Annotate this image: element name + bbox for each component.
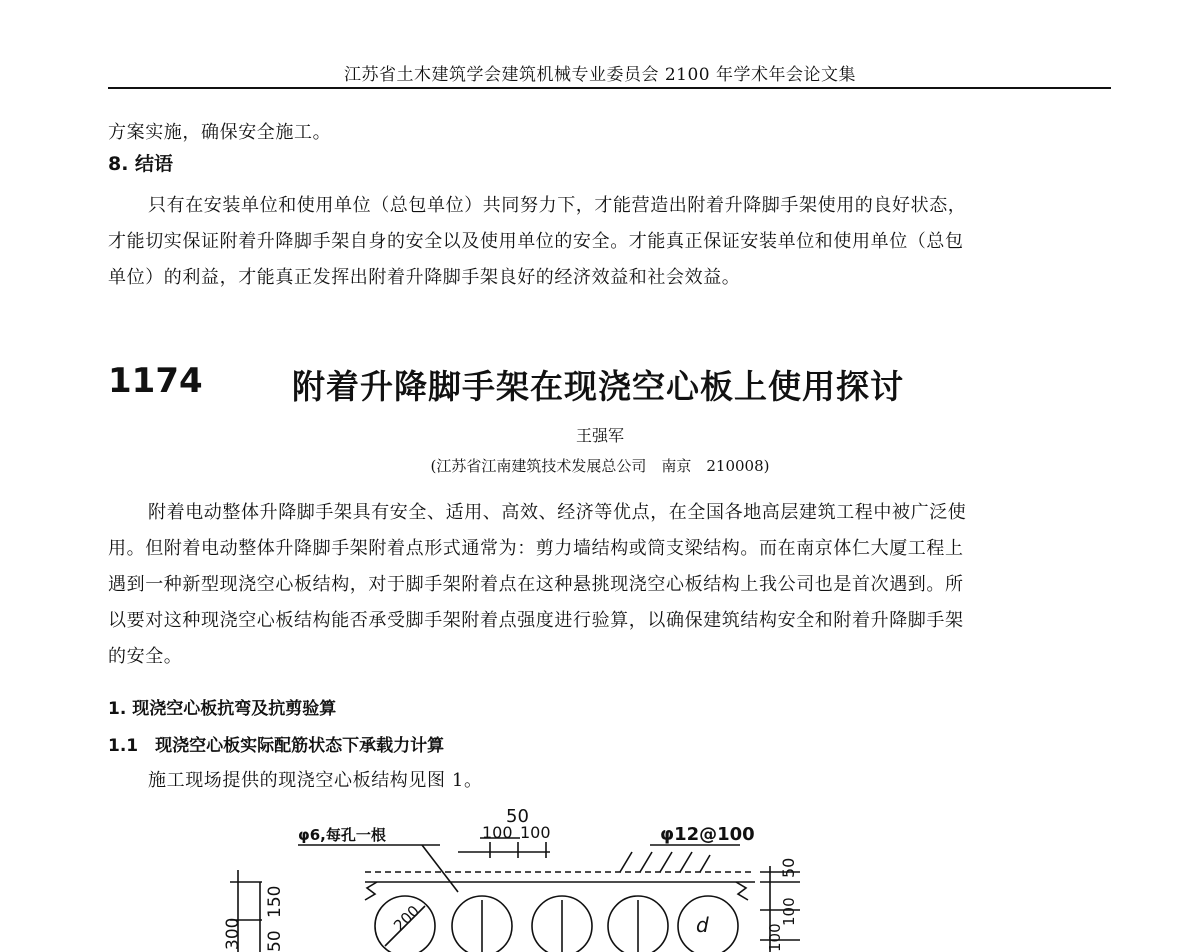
conclusion-line-3: 单位）的利益，才能真正发挥出附着升降脚手架良好的经济效益和社会效益。 — [108, 267, 741, 288]
label-300: 300 — [223, 917, 243, 950]
intro-line-4: 以要对这种现浇空心板结构能否承受脚手架附着点强度进行验算，以确保建筑结构安全和附着升降脚手架 — [108, 610, 964, 631]
figure-intro: 施工现场提供的现浇空心板结构见图 1。 — [148, 770, 483, 791]
section-heading-conclusion: 8. 结语 — [108, 153, 174, 175]
break-line-right — [736, 882, 748, 900]
author: 王强军 — [575, 426, 624, 445]
label-100-left: 100 — [482, 823, 513, 842]
label-100-right: 100 — [520, 823, 551, 842]
label-100-side: 100 — [780, 897, 798, 926]
label-top-50: 50 — [506, 806, 529, 827]
stirrup-leader-diagonal — [422, 845, 458, 892]
label-50-left: 50 — [265, 930, 285, 952]
paper-number: 1174 — [108, 361, 203, 401]
hollow-slab-figure — [200, 800, 800, 952]
section-1-1-heading: 1.1 现浇空心板实际配筋状态下承载力计算 — [108, 736, 445, 756]
label-150: 150 — [265, 885, 285, 918]
header-rule — [108, 87, 1111, 89]
running-header: 江苏省土木建筑学会建筑机械专业委员会 2100 年学术年会论文集 — [343, 65, 857, 85]
conclusion-line-2: 才能切实保证附着升降脚手架自身的安全以及使用单位的安全。才能真正保证安装单位和使用单位（总包 — [108, 231, 964, 252]
label-d: d — [696, 913, 709, 937]
break-line-left — [365, 882, 377, 900]
intro-line-5: 的安全。 — [108, 646, 183, 667]
paper-title: 附着升降脚手架在现浇空心板上使用探讨 — [292, 367, 904, 406]
intro-line-3: 遇到一种新型现浇空心板结构，对于脚手架附着点在这种悬挑现浇空心板结构上我公司也是首次遇到。所 — [108, 574, 964, 595]
section-1-heading: 1. 现浇空心板抗弯及抗剪验算 — [108, 699, 337, 719]
label-100-side-2: 100 — [766, 923, 784, 952]
continuation-line: 方案实施，确保安全施工。 — [108, 122, 332, 143]
affiliation: (江苏省江南建筑技术发展总公司 南京 210008) — [430, 457, 770, 475]
intro-line-1: 附着电动整体升降脚手架具有安全、适用、高效、经济等优点，在全国各地高层建筑工程中被广泛使 — [148, 502, 967, 523]
conclusion-line-1: 只有在安装单位和使用单位（总包单位）共同努力下，才能营造出附着升降脚手架使用的良好状态， — [148, 195, 967, 216]
label-rebar: φ12@100 — [660, 824, 755, 845]
label-50-right: 50 — [779, 857, 798, 878]
intro-line-2: 用。但附着电动整体升降脚手架附着点形式通常为：剪力墙结构或筒支梁结构。而在南京体仁大厦工程上 — [108, 538, 964, 559]
label-200: 200 — [390, 901, 424, 935]
label-stirrup: φ6,每孔一根 — [298, 826, 386, 844]
